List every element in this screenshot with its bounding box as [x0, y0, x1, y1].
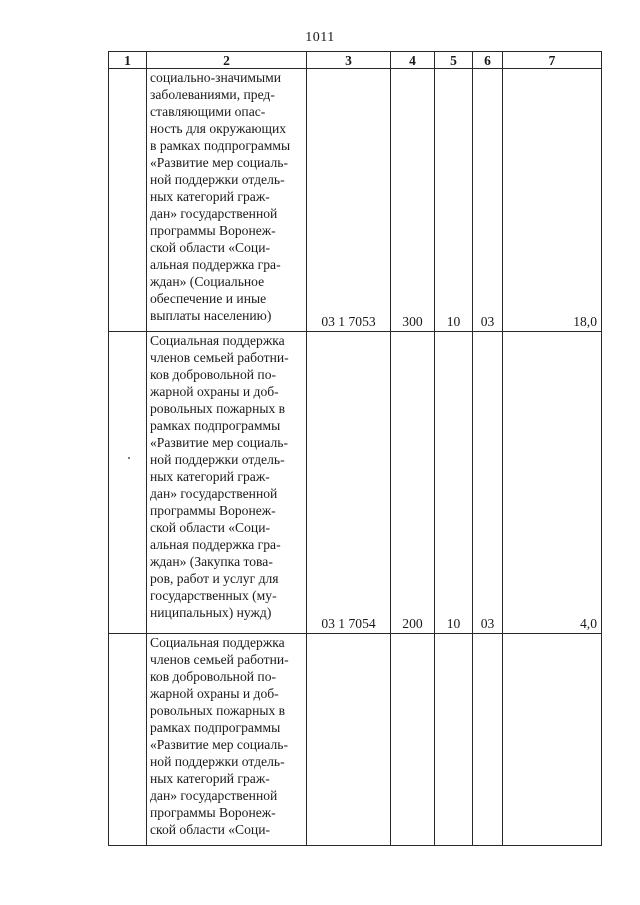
row-col5: [435, 634, 473, 846]
row-index-cell: [109, 69, 147, 332]
row-col6: [473, 634, 503, 846]
header-col-6: 6: [473, 52, 503, 69]
row-index-cell: [109, 634, 147, 846]
row-amount: 18,0: [503, 69, 602, 332]
header-col-3: 3: [307, 52, 391, 69]
row-col4: 200: [391, 332, 435, 634]
scan-speck: [128, 457, 130, 459]
row-col6: 03: [473, 69, 503, 332]
row-col4: [391, 634, 435, 846]
row-description: Социальная поддержка членов семьей работни- ков добровольной по- жарной охраны и доб- ровольных пожарных в рамках подпрограммы «Развитие мер социаль- ной поддержки отдель- ных категорий граж- дан» государственной программы Воронеж- ской области «Соци- альная поддержка гра- ждан» (Закупка това- ров, работ и услуг для государственных (му- ниципальных) нужд): [147, 332, 307, 634]
table-row: [109, 69, 602, 332]
page-number: 1011: [305, 30, 335, 45]
row-col5: 10: [435, 69, 473, 332]
table-row: [109, 634, 602, 846]
header-col-7: 7: [503, 52, 602, 69]
row-col6: 03: [473, 332, 503, 634]
header-col-4: 4: [391, 52, 435, 69]
header-col-2: 2: [147, 52, 307, 69]
row-description: Социальная поддержка членов семьей работни- ков добровольной по- жарной охраны и доб- ровольных пожарных в рамках подпрограммы «Развитие мер социаль- ной поддержки отдель- ных категорий граж- дан» государственной программы Воронеж- ской области «Соци-: [147, 634, 307, 846]
row-amount: 4,0: [503, 332, 602, 634]
budget-table: [108, 51, 602, 846]
row-col4: 300: [391, 69, 435, 332]
header-col-1: 1: [109, 52, 147, 69]
row-code: [307, 634, 391, 846]
table-header-row: [109, 52, 602, 69]
row-code: 03 1 7053: [307, 69, 391, 332]
row-amount: [503, 634, 602, 846]
row-description: социально-значимыми заболеваниями, пред- ставляющими опас- ность для окружающих в рамках подпрограммы «Развитие мер социаль- ной поддержки отдель- ных категорий граж- дан» государственной программы Воронеж- ской области «Соци- альная поддержка гра- ждан» (Социальное обеспечение и иные выплаты населению): [147, 69, 307, 332]
row-code: 03 1 7054: [307, 332, 391, 634]
table-row: [109, 332, 602, 634]
row-col5: 10: [435, 332, 473, 634]
row-index-cell: [109, 332, 147, 634]
header-col-5: 5: [435, 52, 473, 69]
